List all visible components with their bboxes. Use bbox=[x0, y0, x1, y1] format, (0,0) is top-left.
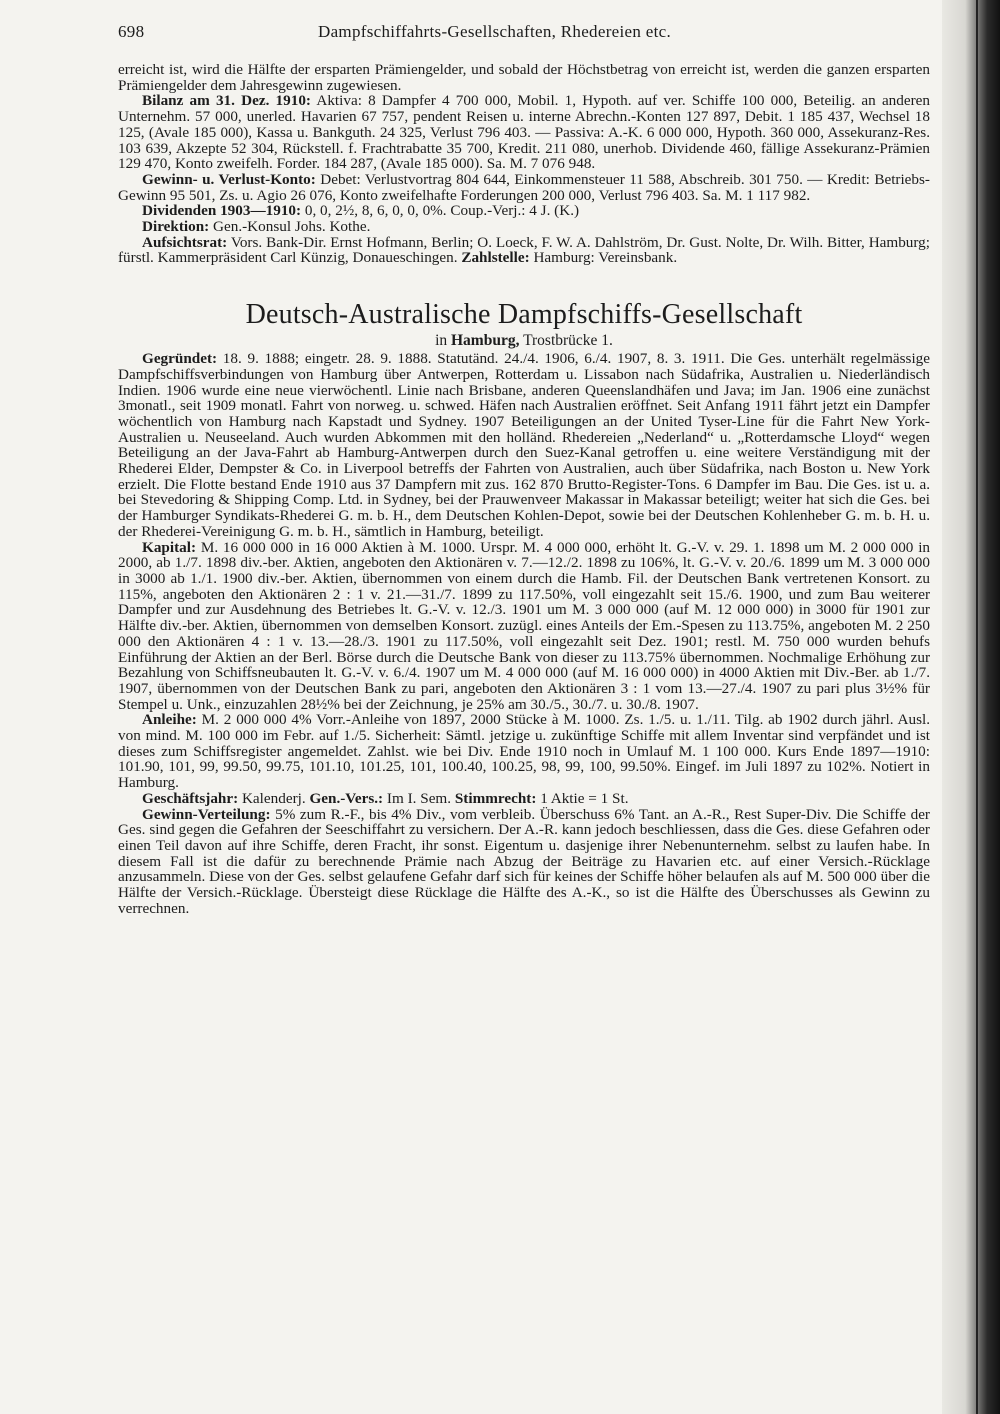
page-edge-line bbox=[976, 0, 978, 1414]
subtitle-address: Trostbrücke 1. bbox=[523, 332, 613, 350]
continuation-text: erreicht ist, wird die Hälfte der ersparten Prämiengelder, und sobald der Höchstbetrag von erreicht ist, werden die ganzen ersparten Prämiengelder dem Jahresgewinn zugewiesen. bbox=[118, 61, 930, 94]
gegruendet-text: 18. 9. 1888; eingetr. 28. 9. 1888. Statutänd. 24./4. 1906, 6./4. 1907, 8. 3. 1911. Die Ges. unterhält regelmässige Dampfschiffsverbindungen von Hamburg über Antwerpen, Rotterdam u. Lissabon nach Südafrika, Australien u. Niederländisch Indien. 1906 wurde eine neue vierwöchentl. Linie nach Brisbane, anderen Queenslandhäfen und Java; im Jan. 1906 eine zunächst 3monatl., seit 1909 monatl. Fahrt von norweg. u. schwed. Häfen nach Australien eröffnet. Seit Anfang 1911 fährt jetzt ein Dampfer wöchentlich von Hamburg nach Kapstadt und Sydney. 1907 Beteiligungen an der United Tyser-Line für die Fahrt New York-Australien u. Neuseeland. Auch wurden Abkommen mit den holländ. Rhedereien „Nederland“ u. „Rotterdamsche Lloyd“ wegen Beteiligung an der Java-Fahrt ab Hamburg-Antwerpen durch den Suez-Kanal getroffen u. eine weitere Verständigung mit der Rhederei Elder, Dempster & Co. in Liverpool betreffs der Fahrten von Australien, auch über Südafrika, nach Boston u. New York erzielt. Die Flotte bestand Ende 1910 aus 37 Dampfern mit zus. 162 870 Brutto-Register-Tons. 6 Dampfer im Bau. Die Ges. ist u. a. bei Stevedoring & Shipping Comp. Ltd. in Sydney, bei der Prauwenveer Makassar in Makassar beteiligt; weiter hat sich die Ges. bei der Hamburger Syndikats-Rhederei G. m. b. H., dem Deutschen Kohlen-Depot, sowie bei der Deutschen Kohlenheber G. m. b. H. u. der Rhederei-Vereinigung G. m. b. H., sämtlich in Hamburg, beteiligt. bbox=[118, 350, 931, 540]
bilanz-entry bbox=[118, 93, 930, 172]
bilanz-text: Aktiva: 8 Dampfer 4 700 000, Mobil. 1, Hypoth. auf ver. Schiffe 100 000, Beteilig. an anderen Unternehm. 57 000, unerled. Havarien 67 757, pendent Reisen u. interne Abrechn.-Konten 127 897, Debit. 1 185 437, Wechsel 18 125, (Avale 185 000), Kassa u. Bankguth. 24 325, Verlust 796 403. — Passiva: A.-K. 6 000 000, Hypoth. 360 000, Assekuranz-Res. 103 639, Akzepte 52 304, Rückstell. f. Frachtrabatte 35 700, Kredit. 211 080, unerhob. Dividende 460, fällige Assekuranz-Prämien 129 470, Konto zweifelh. Forder. 184 287, (Avale 185 000). Sa. M. 7 076 948. bbox=[118, 92, 931, 173]
gegruendet-entry bbox=[118, 351, 930, 539]
gen-vers-text: Im I. Sem. bbox=[386, 789, 452, 807]
section-title: Deutsch-Australische Dampfschiffs-Gesellschaft bbox=[245, 299, 803, 331]
dividenden-text: 0, 0, 2½, 8, 6, 0, 0, 0%. Coup.-Verj.: 4 J. (K.) bbox=[304, 202, 580, 220]
stimmrecht-label: Stimmrecht: bbox=[454, 789, 537, 807]
aufsichtsrat-entry bbox=[118, 235, 930, 266]
gv-label: Gewinn- u. Verlust-Konto: bbox=[142, 170, 316, 188]
stimmrecht-text: 1 Aktie = 1 St. bbox=[540, 789, 629, 807]
zahlstelle-label: Zahlstelle: bbox=[461, 249, 530, 267]
page-edge-shadow bbox=[942, 0, 1000, 1414]
dividenden-label: Dividenden 1903—1910: bbox=[142, 202, 302, 220]
subtitle-prefix: in bbox=[435, 332, 448, 350]
anleihe-label: Anleihe: bbox=[142, 711, 197, 729]
aufsichtsrat-text: Vors. Bank-Dir. Ernst Hofmann, Berlin; O. Loeck, F. W. A. Dahlström, Dr. Gust. Nolte, Dr. Wilh. Bitter, Hamburg; fürstl. Kammerpräsident Carl Künzig, Donaueschingen. bbox=[118, 233, 930, 267]
running-header bbox=[118, 22, 930, 52]
anleihe-text: M. 2 000 000 4% Vorr.-Anleihe von 1897, 2000 Stücke à M. 1000. Zs. 1./5. u. 1./11. Tilg. ab 1902 durch jährl. Ausl. von mind. M. 100 000 im Febr. auf 1./5. Sicherheit: Sämtl. jetzige u. zukünftige Schiffe mit allem Inventar sind verpfändet und ist dieses zum Schiffsregister angemeldet. Zahlst. wie bei Div. Ende 1910 noch in Umlauf M. 1 100 000. Kurs Ende 1897—1910: 101.90, 101, 99, 99.50, 99.75, 101.10, 101.25, 101, 100.40, 100.25, 98, 99, 100, 99.50%. Eingef. im Juli 1897 zu 102%. Notiert in Hamburg. bbox=[118, 711, 931, 792]
gv-entry bbox=[118, 172, 930, 203]
kapital-label: Kapital: bbox=[142, 538, 197, 556]
gen-vers-label: Gen.-Vers.: bbox=[309, 789, 384, 807]
direktion-label: Direktion: bbox=[142, 218, 210, 236]
bilanz-label: Bilanz am 31. Dez. 1910: bbox=[142, 92, 311, 110]
gewinn-verteilung-label: Gewinn-Verteilung: bbox=[142, 805, 271, 823]
geschaeftsjahr-entry bbox=[118, 791, 930, 807]
section-subtitle bbox=[118, 332, 930, 349]
aufsichtsrat-label: Aufsichtsrat: bbox=[142, 233, 228, 251]
direktion-text: Gen.-Konsul Johs. Kothe. bbox=[213, 218, 371, 236]
anleihe-entry bbox=[118, 712, 930, 791]
gegruendet-label: Gegründet: bbox=[142, 350, 218, 368]
geschaeftsjahr-text: Kalenderj. bbox=[241, 789, 306, 807]
geschaeftsjahr-label: Geschäftsjahr: bbox=[142, 789, 239, 807]
gewinn-verteilung-text: 5% zum R.-F., bis 4% Div., vom verbleib. Überschuss 6% Tant. an A.-R., Rest Super-Div. Die Schiffe der Ges. sind gegen die Gefahren der Seeschiffahrt zu versichern. Der A.-R. kann jedoch beschliessen, dass die Ges. diese Gefahren oder einen Teil davon auf ihre Schiffe, deren Fracht, ihr sonst. Eigentum u. dasjenige ihrer Nebenunternehm. selbst zu laufen habe. In diesem Fall ist die dafür zu berechnende Prämie nach Abzug der Beiträge zu Havarien etc. auf einer Versich.-Rücklage anzusammeln. Diese von der Ges. selbst gelaufene Gefahr darf sich für keines der Schiffe höher belaufen als auf M. 500 000 über die Hälfte der Versich.-Rücklage. Übersteigt diese Rücklage die Hälfte des A.-K., so ist die Hälfte des Überschusses als Gewinn zu verrechnen. bbox=[118, 805, 930, 917]
gewinn-verteilung-entry bbox=[118, 807, 930, 917]
zahlstelle-text: Hamburg: Vereinsbank. bbox=[533, 249, 678, 267]
direktion-entry bbox=[118, 219, 930, 235]
subtitle-city: Hamburg, bbox=[451, 332, 520, 350]
running-title: Dampfschiffahrts-Gesellschaften, Rhedereien etc. bbox=[318, 22, 671, 41]
kapital-text: M. 16 000 000 in 16 000 Aktien à M. 1000. Urspr. M. 4 000 000, erhöht lt. G.-V. v. 29. 1. 1898 um M. 2 000 000 in 2000, ab 1./7. 1898 div.-ber. Aktien, angeboten den Aktionären v. 7.—12./2. 1898 zu 106%, lt. G.-V. v. 20./6. 1899 um M. 3 000 000 in 3000 ab 1./1. 1900 div.-ber. Aktien, übernommen von einem durch die Hamb. Fil. der Deutschen Bank vertretenen Konsort. zu 115%, angeboten den Aktionären 2 : 1 v. 21.—31./7. 1899 zu 117.50%, voll eingezahlt seit 15./6. 1900, und zum Bau weiterer Dampfer und zur Ausdehnung des Betriebes lt. G.-V. v. 12./3. 1901 um M. 3 000 000 (auf M. 12 000 000) in 3000 für 1901 zur Hälfte div.-ber. Aktien, übernommen von demselben Konsort. zuzügl. eines Anteils der Em.-Spesen zu 113.75%, angeboten M. 2 250 000 den Aktionären 4 : 1 v. 13.—28./3. 1901 zu 117.50%, voll eingezahlt seit Dez. 1901; restl. M. 750 000 wurden behufs Einführung der Aktien an der Berl. Börse durch die Deutsche Bank von dieser zu 113.75% übernommen. Nochmalige Erhöhung zur Bezahlung von Schiffsneubauten lt. G.-V. v. 6./4. 1907 um M. 4 000 000 (auf M. 16 000 000) in 4000 Aktien mit Div.-Ber. ab 1./7. 1907, übernommen von der Deutschen Bank zu pari, angeboten den Aktionären 3 : 1 vom 13.—27./4. 1907 zu pari plus 3½% für Stempel u. Unk., einzuzahlen 28½% bei der Zeichnung, je 25% am 30./5., 30./7. u. 30./8. 1907. bbox=[118, 538, 931, 713]
kapital-entry bbox=[118, 540, 930, 713]
dividenden-entry bbox=[118, 203, 930, 219]
document-page bbox=[118, 22, 930, 916]
page-number: 698 bbox=[118, 22, 145, 41]
gv-text: Debet: Verlustvortrag 804 644, Einkommensteuer 11 588, Abschreib. 301 750. — Kredit: Betriebs-Gewinn 95 501, Zs. u. Agio 26 076, Konto zweifelhafte Forderungen 200 000, Verlust 796 403. Sa. M. 1 117 982. bbox=[118, 170, 930, 204]
